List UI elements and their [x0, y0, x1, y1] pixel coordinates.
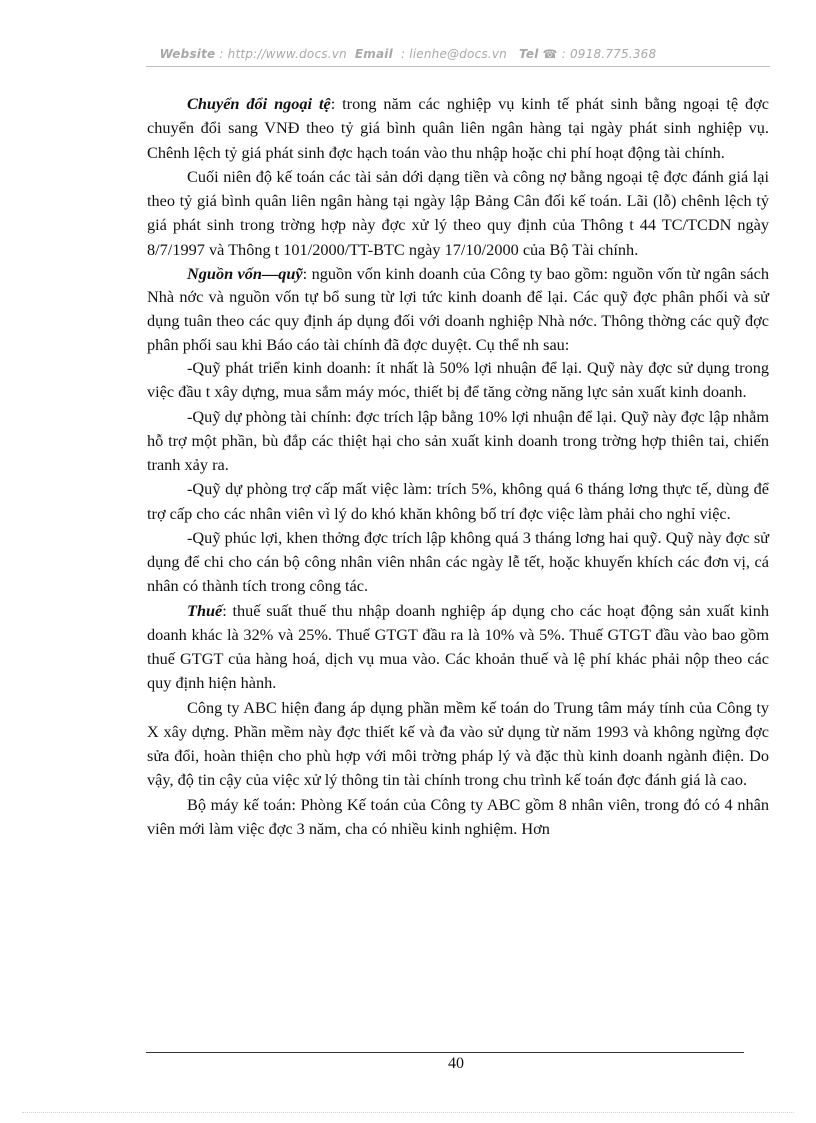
paragraph-tax — [147, 599, 769, 696]
paragraph-accounting-software — [147, 696, 769, 793]
tel-label: Tel — [519, 47, 539, 61]
website-value: : http://www.docs.vn — [219, 47, 347, 61]
paragraph-text: : trong năm các nghiệp vụ kinh tế phát sinh bằng ngoại tệ đợc chuyển đổi sang VNĐ theo tỷ giá bình quân liên ngân hàng tại ngày phát sinh nghiệp vụ. Chênh lệch tỷ giá phát sinh đợc hạch toán vào thu nhập hoặc chi phí hoạt động tài chính. — [147, 94, 769, 162]
document-body — [147, 92, 769, 841]
paragraph-text: -Quỹ dự phòng trợ cấp mất việc làm: trích 5%, không quá 6 tháng lơng thực tế, dùng để trợ cấp cho các nhân viên vì lý do khó khăn không bố trí đợc việc làm phải cho nghỉ việc. — [147, 479, 769, 523]
paragraph-development-fund — [147, 356, 769, 405]
paragraph-text: Bộ máy kế toán: Phòng Kế toán của Công ty ABC gồm 8 nhân viên, trong đó có 4 nhân viên mới làm việc đợc 3 năm, cha có nhiều kinh nghiệm. Hơn — [147, 794, 769, 838]
paragraph-text: Cuối niên độ kế toán các tài sản dới dạng tiền và công nợ bằng ngoại tệ đợc đánh giá lại theo tỷ giá bình quân liên ngân hàng tại ngày lập Bảng Cân đối kế toán. Lãi (lỗ) chênh lệch tỷ giá phát sinh trong trờng hợp này đợc xử lý theo quy định của Thông t 44 TC/TCDN ngày 8/7/1997 và Thông t 101/2000/TT-BTC ngày 17/10/2000 của Bộ Tài chính. — [147, 166, 769, 259]
paragraph-welfare-fund — [147, 526, 769, 599]
paragraph-severance-fund — [147, 477, 769, 526]
paragraph-text: -Quỹ phát triển kinh doanh: ít nhất là 50% lợi nhuận để lại. Quỹ này đợc sử dụng trong việc đầu t xây dựng, mua sắm máy móc, thiết bị để tăng cờng năng lực sản xuất kinh doanh. — [147, 358, 769, 402]
paragraph-lead: Thuế — [187, 600, 223, 620]
page-header — [0, 47, 816, 61]
email-label: Email — [354, 47, 393, 61]
page-bottom-border — [22, 1112, 794, 1113]
paragraph-reserve-fund — [147, 405, 769, 478]
tel-value: ☎ : 0918.775.368 — [542, 47, 657, 61]
paragraph-text: : nguồn vốn kinh doanh của Công ty bao gồm: nguồn vốn từ ngân sách Nhà nớc và nguồn vốn tự bổ sung từ lợi tức kinh doanh để lại. Các quỹ đợc phân phối và sử dụng tuân theo các quy định áp dụng đối với doanh nghiệp Nhà nớc. Thông thờng các quỹ đợc phân phối sau khi Báo cáo tài chính đã đợc duyệt. Cụ thể nh sau: — [147, 263, 769, 354]
footer-divider — [146, 1052, 744, 1053]
website-label: Website — [159, 47, 216, 61]
header-divider — [146, 66, 770, 67]
paragraph-accounting-staff — [147, 793, 769, 842]
page-number: 40 — [448, 1055, 464, 1072]
paragraph-year-end-revaluation — [147, 165, 769, 262]
paragraph-text: -Quỹ phúc lợi, khen thởng đợc trích lập không quá 3 tháng lơng hai quỹ. Quỹ này đợc sử dụng để chi cho cán bộ công nhân viên nhân các ngày lễ tết, hoặc khuyến khích các đơn vị, cá nhân có thành tích trong công tác. — [147, 527, 769, 596]
email-value: : lienhe@docs.vn — [400, 47, 507, 61]
paragraph-text: : thuế suất thuế thu nhập doanh nghiệp áp dụng cho các hoạt động sản xuất kinh doanh khác là 32% và 25%. Thuế GTGT đầu ra là 10% và 5%. Thuế GTGT đầu vào bao gồm thuế GTGT của hàng hoá, dịch vụ mua vào. Các khoản thuế và lệ phí khác phải nộp theo các quy định hiện hành. — [147, 600, 769, 693]
paragraph-text: Công ty ABC hiện đang áp dụng phần mềm kế toán do Trung tâm máy tính của Công ty X xây dựng. Phần mềm này đợc thiết kế và đa vào sử dụng từ năm 1993 và không ngừng đợc sửa đổi, hoàn thiện cho phù hợp với môi trờng pháp lý và đặc thù kinh doanh ngành điện. Do vậy, độ tin cậy của việc xử lý thông tin tài chính trong chu trình kế toán đợc đánh giá là cao. — [147, 697, 769, 790]
paragraph-lead: Chuyển đổi ngoại tệ — [187, 94, 331, 113]
paragraph-lead: Nguồn vốn—quỹ — [187, 263, 303, 283]
paragraph-text: -Quỹ dự phòng tài chính: đợc trích lập bằng 10% lợi nhuận để lại. Quỹ này đợc lập nhằm hỗ trợ một phần, bù đắp các thiệt hại cho sản xuất kinh doanh trong trờng hợp thiên tai, chiến tranh xảy ra. — [147, 406, 769, 475]
paragraph-foreign-currency — [147, 92, 769, 165]
paragraph-capital-funds — [147, 262, 769, 356]
